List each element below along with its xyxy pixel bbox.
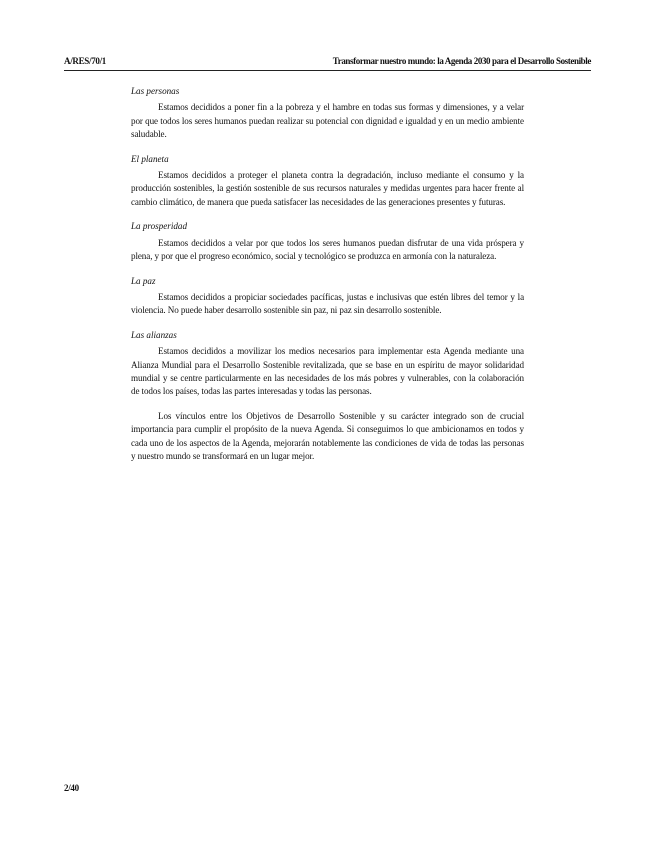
document-body (131, 85, 524, 475)
section-paragraph: Estamos decididos a movilizar los medios necesarios para implementar esta Agenda mediante una Alianza Mundial para el Desarrollo Sostenible revitalizada, que se base en un espíritu de mayor solidaridad mundial y se centre particularmente en las necesidades de los más pobres y vulnerables, con la colaboración de todos los países, todas las partes interesadas y todas las personas. (131, 346, 524, 397)
page-header (64, 55, 591, 71)
page-number: 2/40 (64, 783, 79, 793)
section-paragraph: Estamos decididos a propiciar sociedades pacíficas, justas e inclusivas que estén libres del temor y la violencia. No puede haber desarrollo sostenible sin paz, ni paz sin desarrollo sostenible. (131, 292, 524, 316)
section-paragraph: Estamos decididos a velar por que todos los seres humanos puedan disfrutar de una vida próspera y plena, y por que el progreso económico, social y tecnológico se produzca en armonía con la naturaleza. (131, 237, 524, 261)
section-paragraph: Estamos decididos a poner fin a la pobreza y el hambre en todas sus formas y dimensiones, y a velar por que todos los seres humanos puedan realizar su potencial con dignidad e igualdad y en un medio ambiente saludable. (131, 102, 524, 139)
section-people (131, 85, 524, 141)
section-peace (131, 275, 524, 318)
section-partnership (131, 329, 524, 398)
section-planet (131, 153, 524, 209)
document-symbol: A/RES/70/1 (64, 56, 107, 66)
section-heading: La paz (131, 275, 156, 286)
closing-paragraph: Los vínculos entre los Objetivos de Desarrollo Sostenible y su carácter integrado son de crucial importancia para cumplir el propósito de la nueva Agenda. Si conseguimos lo que ambicionamos en todos y cada uno de los aspectos de la Agenda, mejorarán notablemente las condiciones de vida de todas las personas y nuestro mundo se transformará en un lugar mejor. (131, 411, 524, 462)
section-heading: Las personas (131, 86, 180, 96)
section-heading: La prosperidad (131, 221, 188, 232)
section-paragraph: Estamos decididos a proteger el planeta contra la degradación, incluso mediante el consumo y la producción sostenibles, la gestión sostenible de sus recursos naturales y medidas urgentes para hacer frente al cambio climático, de manera que pueda satisfacer las necesidades de las generaciones presentes y futuras. (131, 169, 524, 207)
section-heading: El planeta (131, 153, 169, 164)
section-heading: Las alianzas (131, 330, 177, 341)
document-title: Transformar nuestro mundo: la Agenda 2030 para el Desarrollo Sostenible (332, 56, 591, 66)
section-prosperity (131, 220, 524, 263)
